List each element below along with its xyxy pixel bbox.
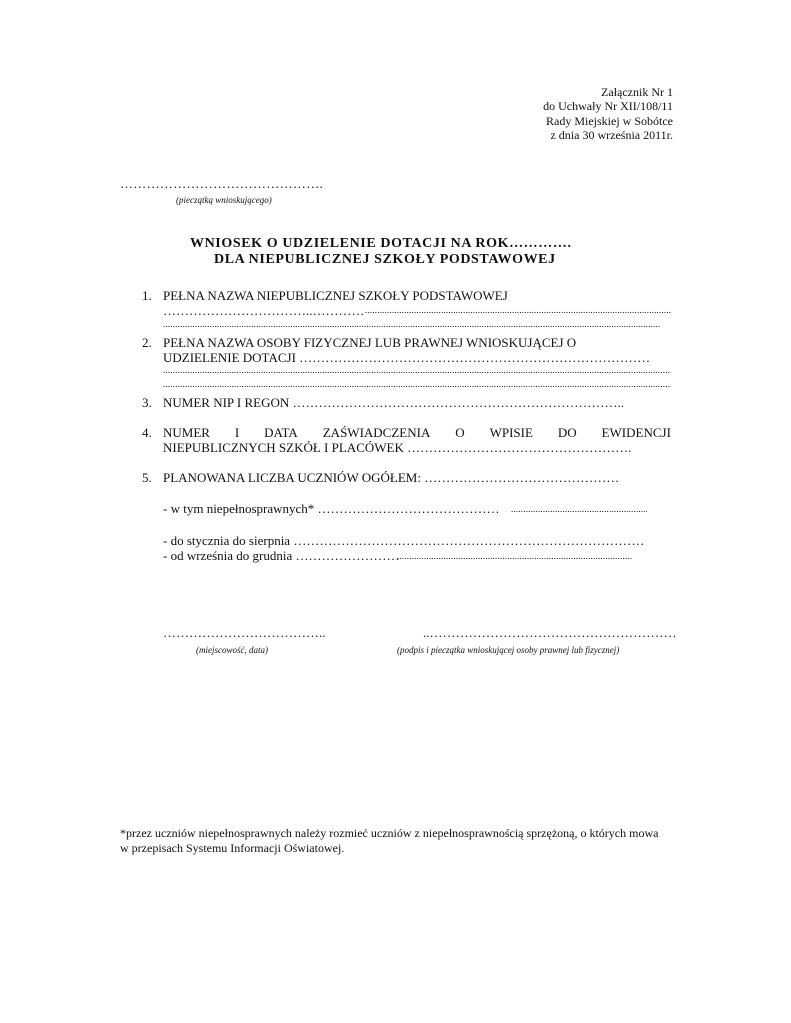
item-4-number: 4. [142,425,152,440]
item-1-fill-line-2 [163,318,660,330]
signature-label: (podpis i pieczątka wnioskującej osoby prawnej lub fizycznej) [397,645,620,655]
item-1-label: PEŁNA NAZWA NIEPUBLICZNEJ SZKOŁY PODSTAWOWEJ [163,288,508,303]
annex-line-1: Załącznik Nr 1 [601,85,673,99]
place-date-label: (miejscowość, data) [196,645,268,655]
stamp-label: (pieczątką wnioskującego) [176,195,272,205]
footnote-line-2: w przepisach Systemu Informacji Oświatowej. [120,841,345,855]
item-4-word: O [455,425,465,440]
item-1-fill-line [365,304,671,316]
item-4-word: DATA [264,425,298,440]
disabled-students-fill-line [511,503,647,515]
item-5-label: PLANOWANA LICZBA UCZNIÓW OGÓŁEM: ……………………………………… [163,470,620,485]
item-4-word: I [234,425,240,440]
item-2-fill-line-1 [163,364,671,376]
document-title-line-1: WNIOSEK O UDZIELENIE DOTACJI NA ROK…………. [190,236,572,251]
item-4-word: ZAŚWIADCZENIA [322,425,431,440]
item-2-number: 2. [142,335,152,350]
item-4-word: WPISIE [489,425,533,440]
annex-line-3: Rady Miejskiej w Sobótce [546,113,673,128]
item-1-number: 1. [142,288,152,303]
annex-header [543,85,673,142]
item-2-fill-line-2 [163,378,671,390]
item-4-label-line-2: NIEPUBLICZNYCH SZKÓŁ I PLACÓWEK ……………………………………………. [163,440,632,455]
document-title-line-2: DLA NIEPUBLICZNEJ SZKOŁY PODSTAWOWEJ [214,252,556,267]
item-3-number: 3. [142,395,152,410]
jan-aug-label: - do stycznia do sierpnia ……………………………………………………………………… [163,533,645,548]
sep-dec-fill-line [397,550,633,562]
item-2-label-line-2: UDZIELENIE DOTACJI ……………………………………………………………………… [163,350,651,365]
stamp-dots: ………………………………………. [120,176,324,191]
annex-line-4: z dnia 30 września 2011r. [550,127,673,142]
sep-dec-label: - od września do grudnia …………………… [163,548,400,563]
item-4-word: EWIDENCJI [601,425,671,440]
item-3-label: NUMER NIP I REGON ………………………………………………………………….. [163,395,625,410]
footnote-line-1: *przez uczniów niepełnosprawnych należy rozmieć uczniów z niepełnosprawnością sprzężoną, o których mowa [120,826,659,840]
item-4-label [163,425,671,440]
item-1-fill-dots: ……………………………..………… [163,303,365,318]
item-4-word: NUMER [163,425,210,440]
disabled-students-label: - w tym niepełnosprawnych* …………………………………… [163,501,500,516]
annex-line-2: do Uchwały Nr XII/108/11 [543,99,673,114]
item-2-label: PEŁNA NAZWA OSOBY FIZYCZNEJ LUB PRAWNEJ WNIOSKUJĄCEJ O [163,335,577,350]
item-5-number: 5. [142,470,152,485]
place-date-dots: ……………………………….. [163,625,326,640]
item-4-word: DO [557,425,577,440]
signature-dots: ..………………………………………………… [423,625,677,640]
